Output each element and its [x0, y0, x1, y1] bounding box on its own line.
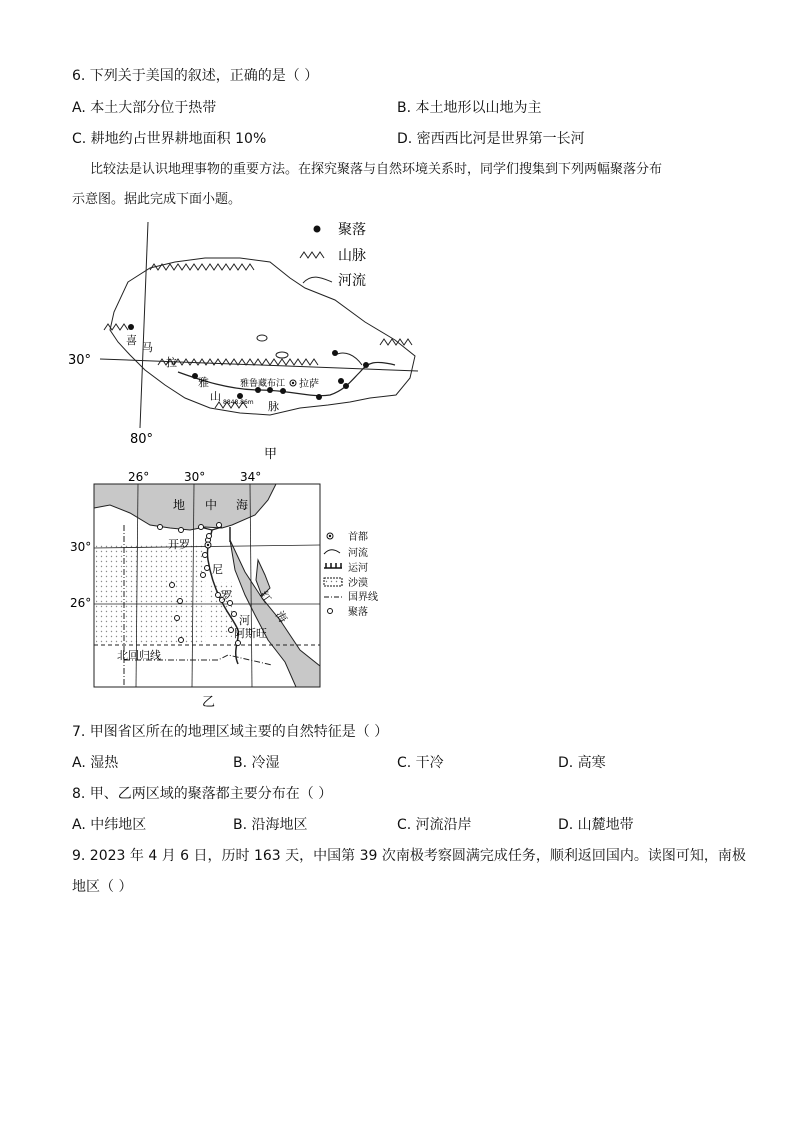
label-ma: 马 — [142, 341, 153, 354]
label-med-3: 海 — [236, 498, 249, 512]
lake — [276, 352, 288, 358]
desert-area — [96, 545, 206, 645]
legend-river: 河流 — [338, 273, 366, 289]
label-lat-30: 30° — [68, 353, 92, 368]
question-6-stem: 6. 下列关于美国的叙述，正确的是（ ） — [72, 68, 319, 84]
tick-lon-30: 30° — [184, 470, 206, 484]
tick-lon-34: 34° — [240, 470, 262, 484]
legend-desert: 沙漠 — [348, 578, 368, 589]
map-jia — [60, 215, 440, 465]
question-9-line-1: 9. 2023 年 4 月 6 日，历时 163 天，中国第 39 次南极考察圆满完成任务，顺利返回国内。读图可知，南极 — [72, 848, 746, 864]
label-yarlung: 雅鲁藏布江 — [240, 379, 286, 389]
map-jia-caption: 甲 — [264, 447, 278, 462]
q8-option-a[interactable]: A. 中纬地区 — [72, 817, 147, 833]
q8-option-d[interactable]: D. 山麓地带 — [558, 817, 634, 833]
q6-option-c[interactable]: C. 耕地约占世界耕地面积 10% — [72, 131, 267, 147]
label-red-2: 海 — [272, 608, 290, 626]
label-shan: 山 — [210, 390, 221, 403]
label-red-1: 红 — [256, 588, 274, 606]
tick-lat-26: 26° — [70, 596, 92, 610]
label-ya: 雅 — [198, 376, 209, 389]
q8-option-c[interactable]: C. 河流沿岸 — [397, 817, 472, 833]
label-xi: 喜 — [126, 334, 137, 347]
q6-option-d[interactable]: D. 密西西比河是世界第一长河 — [397, 131, 585, 147]
legend-mountain-icon — [300, 252, 324, 258]
q6-option-b[interactable]: B. 本土地形以山地为主 — [397, 100, 542, 116]
label-lon-80: 80° — [130, 432, 154, 447]
tibet-boundary — [110, 258, 415, 415]
q7-option-a[interactable]: A. 湿热 — [72, 755, 119, 771]
legend-settlement: 聚落 — [338, 222, 366, 238]
legend-border: 国界线 — [348, 592, 378, 603]
intro-line-1: 比较法是认识地理事物的重要方法。在探究聚落与自然环境关系时，同学们搜集到下列两幅聚落分布 — [90, 162, 663, 177]
tributary — [335, 353, 362, 365]
label-la: 拉 — [166, 356, 177, 369]
legend-canal: 运河 — [348, 563, 368, 574]
label-lhasa: 拉萨 — [299, 379, 319, 390]
q8-option-b[interactable]: B. 沿海地区 — [233, 817, 308, 833]
legend-river-icon — [303, 277, 332, 283]
label-tropic: 北回归线 — [117, 649, 161, 662]
label-aswan: 阿斯旺 — [234, 627, 267, 640]
label-mai: 脉 — [268, 400, 279, 413]
q6-option-a[interactable]: A. 本土大部分位于热带 — [72, 100, 217, 116]
lake — [257, 335, 267, 341]
q7-option-d[interactable]: D. 高寒 — [558, 755, 606, 771]
legend-river: 河流 — [348, 548, 368, 559]
label-luo: 罗 — [221, 589, 232, 602]
question-9-line-2: 地区（ ） — [72, 879, 133, 895]
label-peak: 8848.86m — [223, 399, 254, 406]
mountain-range-west — [104, 324, 128, 330]
legend-capital: 首都 — [348, 532, 368, 543]
intro-line-2: 示意图。据此完成下面小题。 — [72, 192, 242, 207]
legend-mountain: 山脉 — [338, 248, 366, 264]
q7-option-b[interactable]: B. 冷湿 — [233, 755, 280, 771]
mountain-range-east — [380, 339, 412, 345]
map-yi — [60, 465, 400, 710]
mountain-range-north — [150, 264, 254, 270]
label-he: 河 — [239, 614, 250, 627]
question-7-stem: 7. 甲图省区所在的地理区域主要的自然特征是（ ） — [72, 724, 389, 740]
legend-settlement: 聚落 — [348, 607, 368, 618]
question-8-stem: 8. 甲、乙两区域的聚落都主要分布在（ ） — [72, 786, 333, 802]
tick-lat-30: 30° — [70, 540, 92, 554]
label-med-2: 中 — [205, 498, 218, 512]
map-yi-caption: 乙 — [202, 695, 216, 710]
legend-settlement-icon — [314, 226, 321, 233]
meridian-80 — [140, 222, 148, 428]
label-ni: 尼 — [212, 563, 223, 576]
label-cairo: 开罗 — [168, 538, 190, 551]
label-med-1: 地 — [173, 498, 186, 512]
q7-option-c[interactable]: C. 干冷 — [397, 755, 444, 771]
tick-lon-26: 26° — [128, 470, 150, 484]
